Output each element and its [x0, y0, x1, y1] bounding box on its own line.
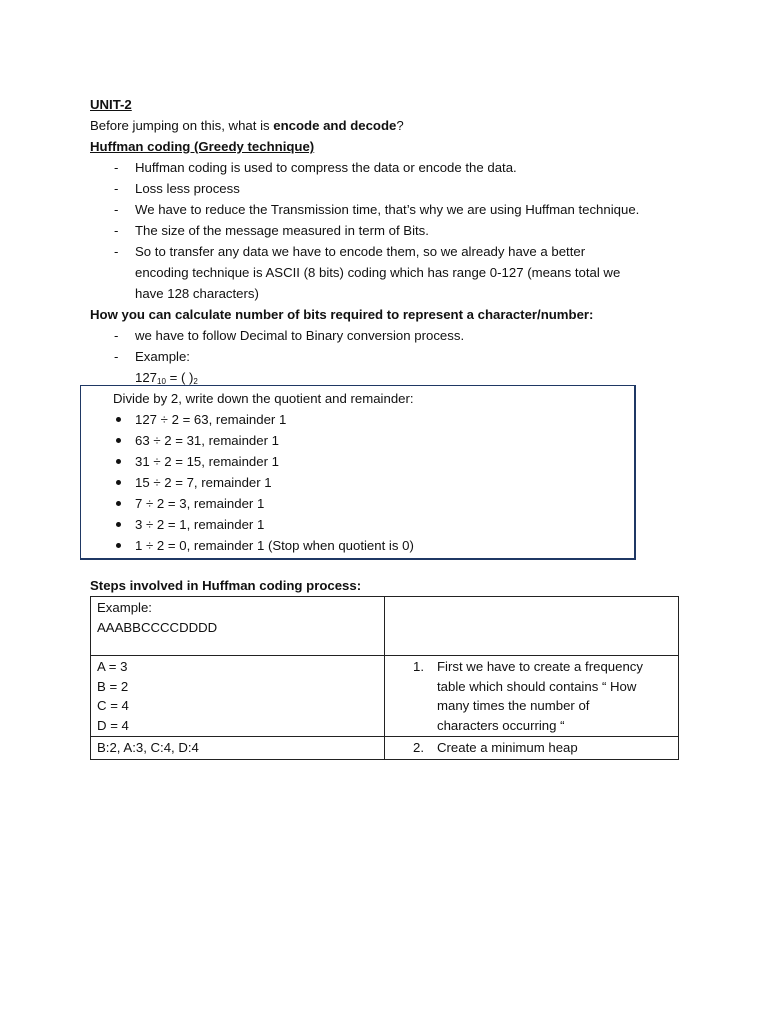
list-item-text: we have to follow Decimal to Binary conversion process. [135, 328, 465, 343]
list-item [90, 346, 690, 367]
list-item [81, 493, 634, 514]
list-item-text: Example: [135, 349, 190, 364]
cell-line: First we have to create a frequency [437, 659, 643, 674]
cell-line: characters occurring “ [437, 717, 565, 733]
intro-after: ? [396, 118, 404, 133]
bullet-icon [116, 459, 121, 464]
list-item [81, 430, 634, 451]
conversion-base: 127 [135, 370, 158, 385]
list-item-text: We have to reduce the Transmission time, that’s why we are using Huffman technique. [135, 202, 640, 217]
dash-marker: - [114, 181, 119, 196]
list-item-text: 127 ÷ 2 = 63, remainder 1 [135, 412, 287, 427]
dash-marker: - [114, 349, 119, 364]
list-item-text: The size of the message measured in term of Bits. [135, 223, 429, 238]
list-item [81, 535, 634, 556]
table-cell [385, 597, 679, 656]
bullet-icon [116, 522, 121, 527]
numbered-step [391, 657, 672, 735]
document-body [90, 94, 690, 388]
table-cell [91, 737, 385, 760]
bits-points-list [90, 325, 690, 367]
bullet-icon [116, 543, 121, 548]
list-item [90, 199, 690, 220]
cell-line: A = 3 [97, 659, 128, 674]
list-item-text: 7 ÷ 2 = 3, remainder 1 [135, 496, 265, 511]
division-steps-list [81, 409, 634, 556]
cell-line: B = 2 [97, 678, 129, 694]
list-item [81, 409, 634, 430]
dash-marker: - [114, 160, 119, 175]
huffman-points-list [90, 157, 690, 304]
list-item-text: 15 ÷ 2 = 7, remainder 1 [135, 475, 272, 490]
cell-line: Example: [97, 600, 152, 615]
list-item [81, 451, 634, 472]
table-row [91, 597, 679, 656]
table-cell [385, 737, 679, 760]
list-item [90, 157, 690, 178]
cell-line: many times the number of [437, 698, 590, 713]
cell-line: AAABBCCCCDDDD [97, 619, 218, 635]
cell-line: table which should contains “ How [437, 678, 637, 694]
list-item [81, 514, 634, 535]
step-number: 1. [413, 659, 424, 674]
numbered-step [391, 738, 672, 758]
list-item-text: So to transfer any data we have to encode them, so we already have a better encoding technique is ASCII (8 bits) coding which has range 0-127 (means total we have 128 characters) [135, 244, 621, 301]
list-item [90, 220, 690, 241]
step-number: 2. [413, 740, 424, 755]
division-intro: Divide by 2, write down the quotient and remainder: [113, 391, 414, 406]
list-item-text: 3 ÷ 2 = 1, remainder 1 [135, 517, 265, 532]
dash-marker: - [114, 202, 119, 217]
list-item [90, 178, 690, 199]
steps-title: Steps involved in Huffman coding process: [90, 578, 362, 593]
bits-title: How you can calculate number of bits required to represent a character/number: [90, 307, 594, 322]
cell-line: Create a minimum heap [437, 740, 578, 755]
list-item-text: Loss less process [135, 181, 240, 196]
dash-marker: - [114, 223, 119, 238]
conversion-middle: = ( ) [165, 370, 194, 385]
bullet-icon [116, 438, 121, 443]
list-item [81, 472, 634, 493]
list-item-text: Huffman coding is used to compress the data or encode the data. [135, 160, 517, 175]
bullet-icon [116, 417, 121, 422]
cell-line: C = 4 [97, 698, 129, 713]
table-row [91, 737, 679, 760]
list-item [90, 325, 690, 346]
intro-line [90, 115, 690, 136]
table-row [91, 656, 679, 737]
steps-table [90, 596, 679, 760]
conversion-to-sub: 2 [193, 377, 198, 386]
cell-line: D = 4 [97, 717, 129, 733]
table-cell [385, 656, 679, 737]
unit-heading: UNIT-2 [90, 97, 132, 112]
intro-before: Before jumping on this, what is [90, 118, 274, 133]
division-box [80, 385, 636, 560]
huffman-title: Huffman coding (Greedy technique) [90, 139, 315, 154]
cell-line: B:2, A:3, C:4, D:4 [97, 740, 199, 755]
list-item [90, 241, 690, 304]
bullet-icon [116, 501, 121, 506]
conversion-from-sub: 10 [157, 377, 166, 386]
list-item-text: 63 ÷ 2 = 31, remainder 1 [135, 433, 279, 448]
dash-marker: - [114, 244, 119, 259]
list-item-text: 31 ÷ 2 = 15, remainder 1 [135, 454, 279, 469]
bullet-icon [116, 480, 121, 485]
table-cell [91, 597, 385, 656]
dash-marker: - [114, 328, 119, 343]
table-cell [91, 656, 385, 737]
list-item-text: 1 ÷ 2 = 0, remainder 1 (Stop when quotient is 0) [135, 538, 414, 553]
intro-bold: encode and decode [273, 118, 397, 133]
